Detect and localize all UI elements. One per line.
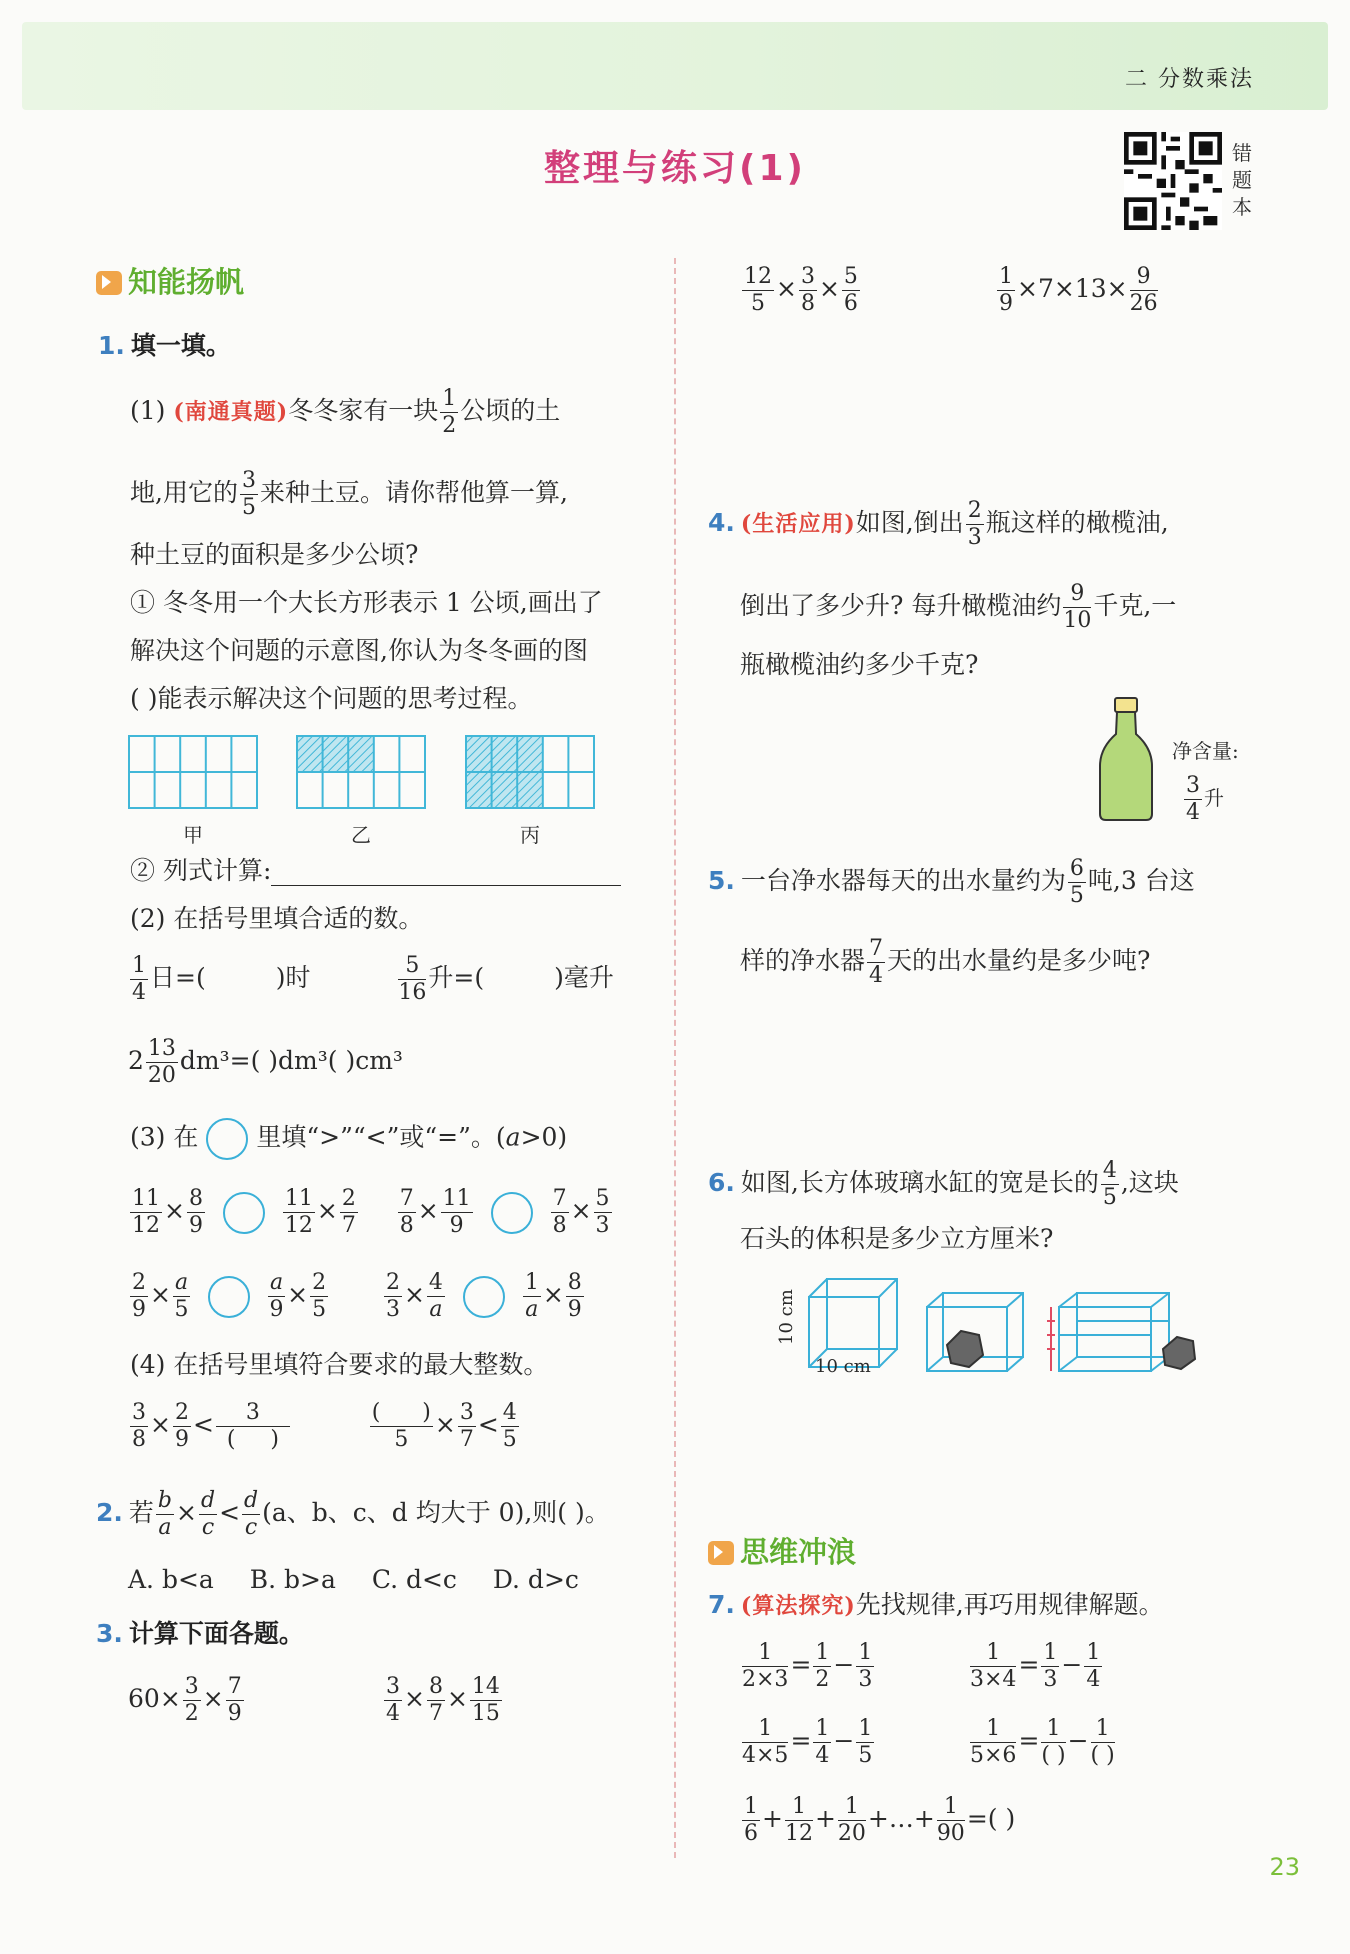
q1-p2-row1: $\frac{1}{4}$ 日=( )时 $\frac{5}{16}$ 升=( )毫升 <box>132 953 614 1005</box>
q1-p2-row2: 2 $\frac{13}{20}$ dm³=( )dm³( )cm³ <box>128 1036 403 1088</box>
qr-code-icon[interactable] <box>1124 132 1222 230</box>
grid-jia: 甲 <box>128 735 258 848</box>
q1-p1-line3: 种土豆的面积是多少公顷? <box>130 540 419 569</box>
dimension-height: 10 cm <box>776 1289 797 1345</box>
q4-line3: 瓶橄榄油约多少千克? <box>740 650 979 679</box>
q1-p1-line1: (1) (南通真题)冬冬家有一块 $\frac{1}{2}$ 公顷的土 <box>130 386 561 438</box>
grid-bing: 丙 <box>465 735 595 848</box>
compare-circle <box>206 1118 248 1160</box>
q1-p1-line2: 地,用它的 $\frac{3}{5}$ 来种土豆。请你帮他算一算, <box>130 468 568 520</box>
dimension-length: 10 cm <box>815 1356 871 1377</box>
bottle-label: 净含量: <box>1172 739 1239 763</box>
q7-row1-a: $\frac{1}{2\times 3}$ = $\frac{1}{2}$ − $\frac{1}{3}$ <box>742 1640 873 1692</box>
option-c[interactable]: C. d<c <box>371 1565 457 1594</box>
q7-row2-b: $\frac{1}{5\times 6}$ = $\frac{1}{( )}$ − $\frac{1}{( )}$ <box>970 1716 1115 1768</box>
q1-heading: 1. 填一填。 <box>98 331 231 360</box>
q3-expr-1: 60× $\frac{3}{2}$ × $\frac{7}{9}$ <box>128 1674 242 1726</box>
chapter-label: 二 分数乘法 <box>1125 67 1254 92</box>
option-d[interactable]: D. d>c <box>492 1565 579 1594</box>
q3-expr-2: $\frac{3}{4}$ × $\frac{8}{7}$ × $\frac{14}{15}$ <box>386 1674 500 1726</box>
grid-yi: 乙 <box>296 735 426 848</box>
column-divider <box>674 258 676 1858</box>
q5-line1: 5. 一台净水器每天的出水量约为 $\frac{6}{5}$ 吨,3 台这 <box>708 856 1195 908</box>
q4-line2: 倒出了多少升? 每升橄榄油约 $\frac{9}{10}$ 千克,一 <box>740 581 1177 633</box>
q1-sub1-line3: ( )能表示解决这个问题的思考过程。 <box>130 684 533 713</box>
answer-line[interactable] <box>271 863 621 886</box>
q5-line2: 样的净水器 $\frac{7}{4}$ 天的出水量约是多少吨? <box>740 936 1151 988</box>
q2-stem: 2. 若 $\frac{b}{a}$ × $\frac{d}{c}$ < $\frac{d}{c}$ (a、b、c、d 均大于 0),则( )。 <box>96 1488 610 1540</box>
option-b[interactable]: B. b>a <box>249 1565 336 1594</box>
q6-line2: 石头的体积是多少立方厘米? <box>740 1224 1054 1253</box>
q1-p4-heading: (4) 在括号里填符合要求的最大整数。 <box>130 1350 549 1379</box>
grid-jia-diagram <box>128 735 258 809</box>
q1-p3-heading: (3) 在 里填“>”“<”或“=”。(a>0) <box>130 1118 567 1160</box>
qr-caption: 错 题 本 <box>1232 141 1252 219</box>
q1-sub1-line1: ① 冬冬用一个大长方形表示 1 公顷,画出了 <box>130 588 603 617</box>
q1-p2-heading: (2) 在括号里填合适的数。 <box>130 904 424 933</box>
q1-p3-row2: $\frac{2}{9}$ × $\frac{a}{5}$ $\frac{a}{9}$ × $\frac{2}{5}$ $\frac{2}{3}$ × $\frac{4}{a}$ $\frac{1}{a}$ × $\frac{8}{9}$ <box>132 1270 582 1322</box>
q1-sub2: ② 列式计算: <box>130 856 621 886</box>
sail-icon <box>96 271 122 295</box>
q4-line1: 4. (生活应用)如图,倒出 $\frac{2}{3}$ 瓶这样的橄榄油, <box>708 498 1169 550</box>
compare-circle-4[interactable] <box>463 1276 505 1318</box>
q6-line1: 6. 如图,长方体玻璃水缸的宽是长的 $\frac{4}{5}$ ,这块 <box>708 1158 1179 1210</box>
compare-circle-2[interactable] <box>491 1192 533 1234</box>
q3-expr-3: $\frac{12}{5}$ × $\frac{3}{8}$ × $\frac{5}{6}$ <box>744 264 858 316</box>
page-title: 整理与练习(1) <box>544 148 806 189</box>
q7-row3: $\frac{1}{6}$ + $\frac{1}{12}$ + $\frac{1}{20}$ +…+ $\frac{1}{90}$ =( ) <box>744 1794 1016 1846</box>
section-heading-knowledge: 知能扬帆 <box>96 260 244 301</box>
q3-expr-4: $\frac{1}{9}$ ×7×13× $\frac{9}{26}$ <box>999 264 1158 316</box>
compare-circle-3[interactable] <box>208 1276 250 1318</box>
q3-heading: 3. 计算下面各题。 <box>96 1619 304 1648</box>
grid-bing-diagram <box>465 735 595 809</box>
compare-circle-1[interactable] <box>223 1192 265 1234</box>
section-heading-thinking: 思维冲浪 <box>708 1530 856 1571</box>
bottle-volume: $\frac{3}{4}$ 升 <box>1186 773 1224 825</box>
olive-oil-bottle <box>1096 696 1156 824</box>
q1-p3-row1: $\frac{11}{12}$ × $\frac{8}{9}$ $\frac{11}{12}$ × $\frac{2}{7}$ $\frac{7}{8}$ × $\frac{11}{9}$ $\frac{7}{8}$ × $\frac{5}{3}$ <box>132 1186 610 1238</box>
grid-yi-diagram <box>296 735 426 809</box>
q7-row1-b: $\frac{1}{3\times 4}$ = $\frac{1}{3}$ − $\frac{1}{4}$ <box>970 1640 1101 1692</box>
q7-row2-a: $\frac{1}{4\times 5}$ = $\frac{1}{4}$ − $\frac{1}{5}$ <box>742 1716 873 1768</box>
q1-p4-row: $\frac{3}{8}$ × $\frac{2}{9}$ < $\frac{3}{( )}$ $\frac{( )}{5}$ × $\frac{3}{7}$ < $\frac{4}{5}$ <box>132 1400 517 1452</box>
page-number: 23 <box>1269 1853 1300 1881</box>
wave-icon <box>708 1541 734 1565</box>
q2-options <box>128 1565 607 1595</box>
q1-sub1-line2: 解决这个问题的示意图,你认为冬冬画的图 <box>130 636 588 665</box>
option-a[interactable]: A. b<a <box>128 1565 214 1594</box>
q7-stem: 7. (算法探究)先找规律,再巧用规律解题。 <box>708 1590 1164 1619</box>
